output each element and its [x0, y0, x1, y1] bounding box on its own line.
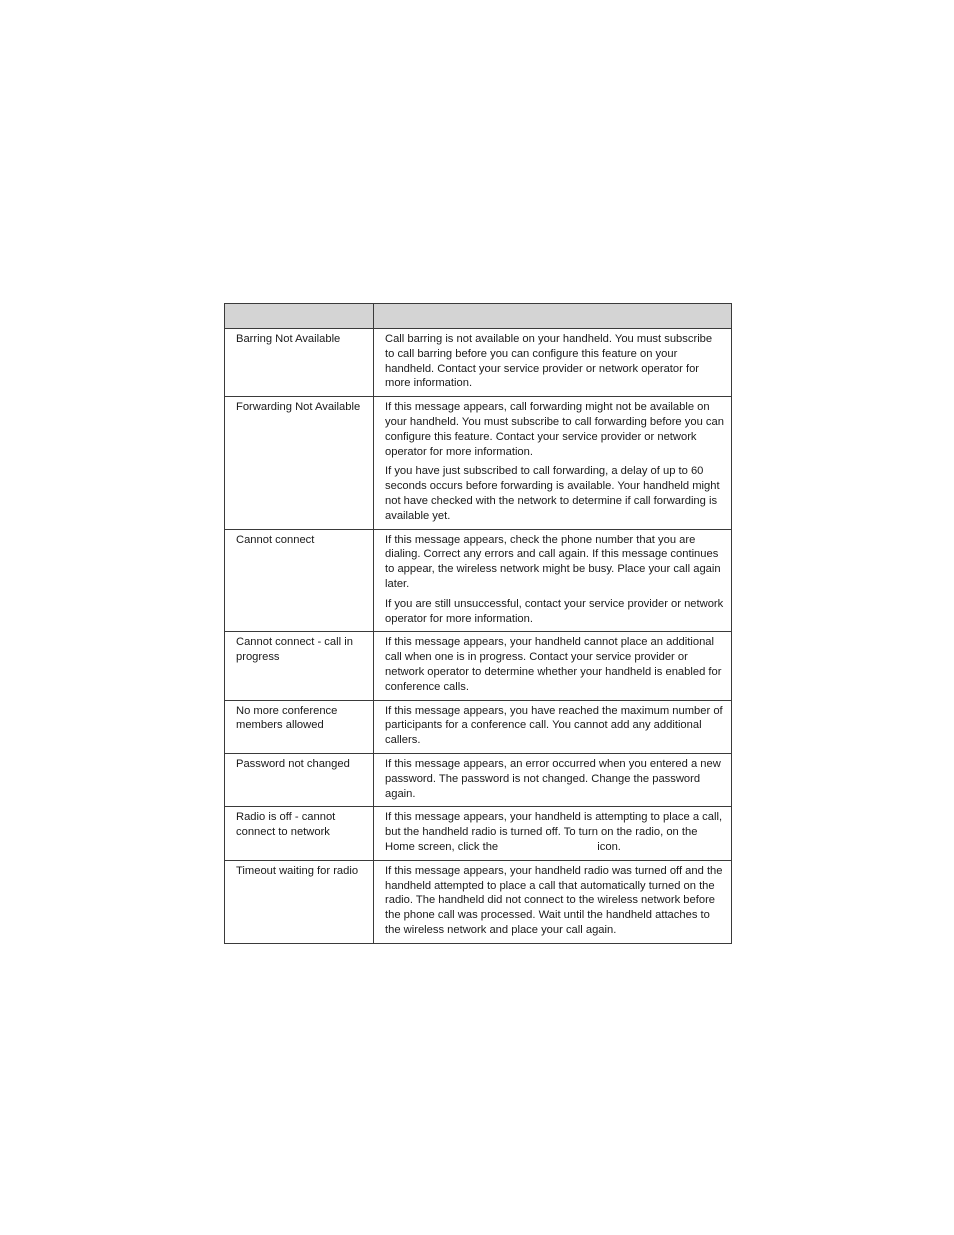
message-cell: Cannot connect — [225, 529, 374, 632]
description-paragraph: If you have just subscribed to call forwarding, a delay of up to 60 seconds occurs before forwarding is available. Your handheld might not have checked with the network to determine if call forwarding is available yet. — [385, 465, 720, 522]
description-text: If this message appears, your handheld is attempting to place a call, but the handheld radio is turned off. To turn on the radio, on the Home screen, click the — [385, 811, 723, 853]
description-paragraph: If this message appears, your handheld radio was turned off and the handheld attempted to place a call that automatically turned on the radio. The handheld did not connect to the wireless network before the phone call was processed. Wait until the handheld attaches to the wireless network and place your call again. — [385, 864, 723, 936]
header-description — [374, 304, 732, 329]
table-header-row — [225, 304, 732, 329]
table-row — [225, 753, 732, 806]
message-cell: No more conference members allowed — [225, 700, 374, 753]
header-message — [225, 304, 374, 329]
table-row — [225, 329, 732, 397]
description-cell — [374, 807, 732, 860]
message-cell: Timeout waiting for radio — [225, 860, 374, 943]
table-row — [225, 397, 732, 529]
description-cell — [374, 329, 732, 397]
description-paragraph: If this message appears, you have reached the maximum number of participants for a conference call. You cannot add any additional callers. — [385, 704, 723, 747]
description-paragraph — [385, 810, 724, 854]
description-cell — [374, 632, 732, 700]
message-cell: Radio is off - cannot connect to network — [225, 807, 374, 860]
description-paragraph: If this message appears, your handheld cannot place an additional call when one is in progress. Contact your service provider or network operator to determine whether your handheld is enabled for conference calls. — [385, 636, 722, 693]
table-row — [225, 860, 732, 943]
description-cell — [374, 753, 732, 806]
description-paragraph: If this message appears, call forwarding might not be available on your handheld. You must subscribe to call forwarding before you can configure this feature. Contact your service provider or network operator for more information. — [385, 401, 724, 458]
description-cell — [374, 700, 732, 753]
description-text-end: icon. — [597, 840, 621, 853]
message-cell: Forwarding Not Available — [225, 397, 374, 529]
description-cell — [374, 860, 732, 943]
error-messages-table — [224, 303, 732, 944]
description-paragraph: If this message appears, check the phone number that you are dialing. Correct any errors and call again. If this message continues to appear, the wireless network might be busy. Place your call again later. — [385, 533, 721, 590]
table-row — [225, 632, 732, 700]
table-row — [225, 529, 732, 632]
description-paragraph: If this message appears, an error occurred when you entered a new password. The password is not changed. Change the password again. — [385, 757, 721, 800]
message-cell: Barring Not Available — [225, 329, 374, 397]
description-cell — [374, 529, 732, 632]
description-cell — [374, 397, 732, 529]
message-cell: Password not changed — [225, 753, 374, 806]
description-paragraph: Call barring is not available on your handheld. You must subscribe to call barring before you can configure this feature on your handheld. Contact your service provider or network operator for more information. — [385, 333, 713, 390]
table-row — [225, 807, 732, 860]
description-paragraph: If you are still unsuccessful, contact your service provider or network operator for more information. — [385, 597, 724, 625]
table-row — [225, 700, 732, 753]
message-cell: Cannot connect - call in progress — [225, 632, 374, 700]
